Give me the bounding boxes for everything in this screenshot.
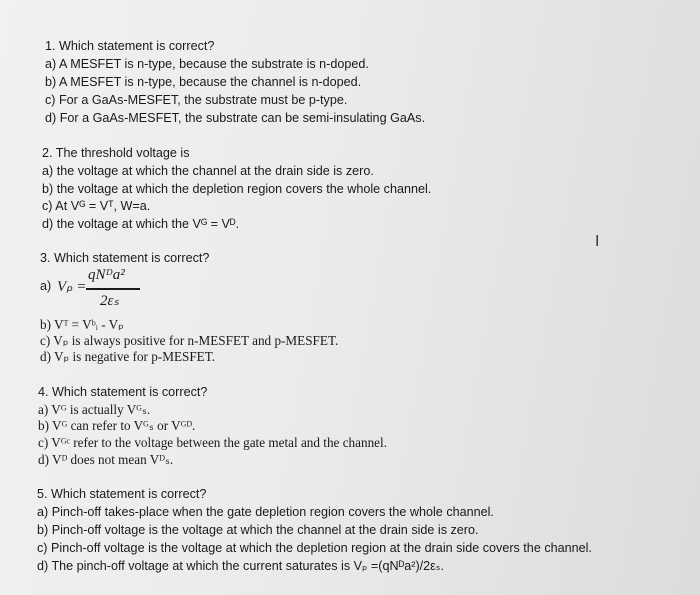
question-1-option-d: d) For a GaAs-MESFET, the substrate can be semi-insulating GaAs. — [45, 111, 426, 125]
question-5-option-a: a) Pinch-off takes-place when the gate depletion region covers the whole channel. — [37, 505, 494, 519]
question-2-option-d: d) the voltage at which the Vᴳ = Vᴰ. — [42, 217, 240, 231]
question-2-option-b: b) the voltage at which the depletion region covers the whole channel. — [42, 182, 432, 196]
question-1-option-b: b) A MESFET is n-type, because the channel is n-doped. — [45, 75, 362, 89]
question-1-option-c: c) For a GaAs-MESFET, the substrate must be p-type. — [45, 93, 348, 107]
question-4-option-b: b) Vᴳ can refer to Vᴳₛ or Vᴳᴰ. — [38, 418, 196, 433]
question-4-option-a: a) Vᴳ is actually Vᴳₛ. — [38, 402, 151, 417]
question-2-title: 2. The threshold voltage is — [42, 146, 190, 160]
question-3-option-a-label: a) — [40, 279, 52, 293]
question-3-option-a-formula — [40, 267, 150, 315]
question-3-option-a-lhs: Vₚ = — [57, 279, 87, 295]
question-4-option-d: d) Vᴰ does not mean Vᴰₛ. — [38, 452, 174, 467]
question-5-title: 5. Which statement is correct? — [37, 487, 207, 501]
question-4-title: 4. Which statement is correct? — [38, 385, 208, 399]
question-3-option-a-denominator: 2εₛ — [100, 293, 120, 309]
question-5-option-d: d) The pinch-off voltage at which the current saturates is Vₚ =(qNᴰa²)/2εₛ. — [37, 559, 444, 573]
question-5-option-c: c) Pinch-off voltage is the voltage at which the depletion region at the drain side covers the channel. — [37, 541, 592, 555]
question-3-title: 3. Which statement is correct? — [40, 251, 210, 265]
text-cursor-icon: I — [595, 232, 600, 250]
question-3-option-c: c) Vₚ is always positive for n-MESFET and p-MESFET. — [40, 333, 339, 348]
question-1-option-a: a) A MESFET is n-type, because the substrate is n-doped. — [45, 57, 369, 71]
fraction-bar — [86, 288, 140, 290]
question-2-option-c: c) At Vᴳ = Vᵀ, W=a. — [42, 199, 151, 213]
question-3-option-d: d) Vₚ is negative for p-MESFET. — [40, 349, 216, 364]
question-2-option-a: a) the voltage at which the channel at the drain side is zero. — [42, 164, 374, 178]
question-4-option-c: c) Vᴳᶜ refer to the voltage between the gate metal and the channel. — [38, 435, 387, 450]
question-3-option-a-numerator: qNᴰa² — [88, 267, 125, 283]
question-1-title: 1. Which statement is correct? — [45, 39, 215, 53]
question-5-option-b: b) Pinch-off voltage is the voltage at which the channel at the drain side is zero. — [37, 523, 479, 537]
question-3-option-b: b) Vᵀ = Vᵇᵢ - Vₚ — [40, 317, 124, 332]
